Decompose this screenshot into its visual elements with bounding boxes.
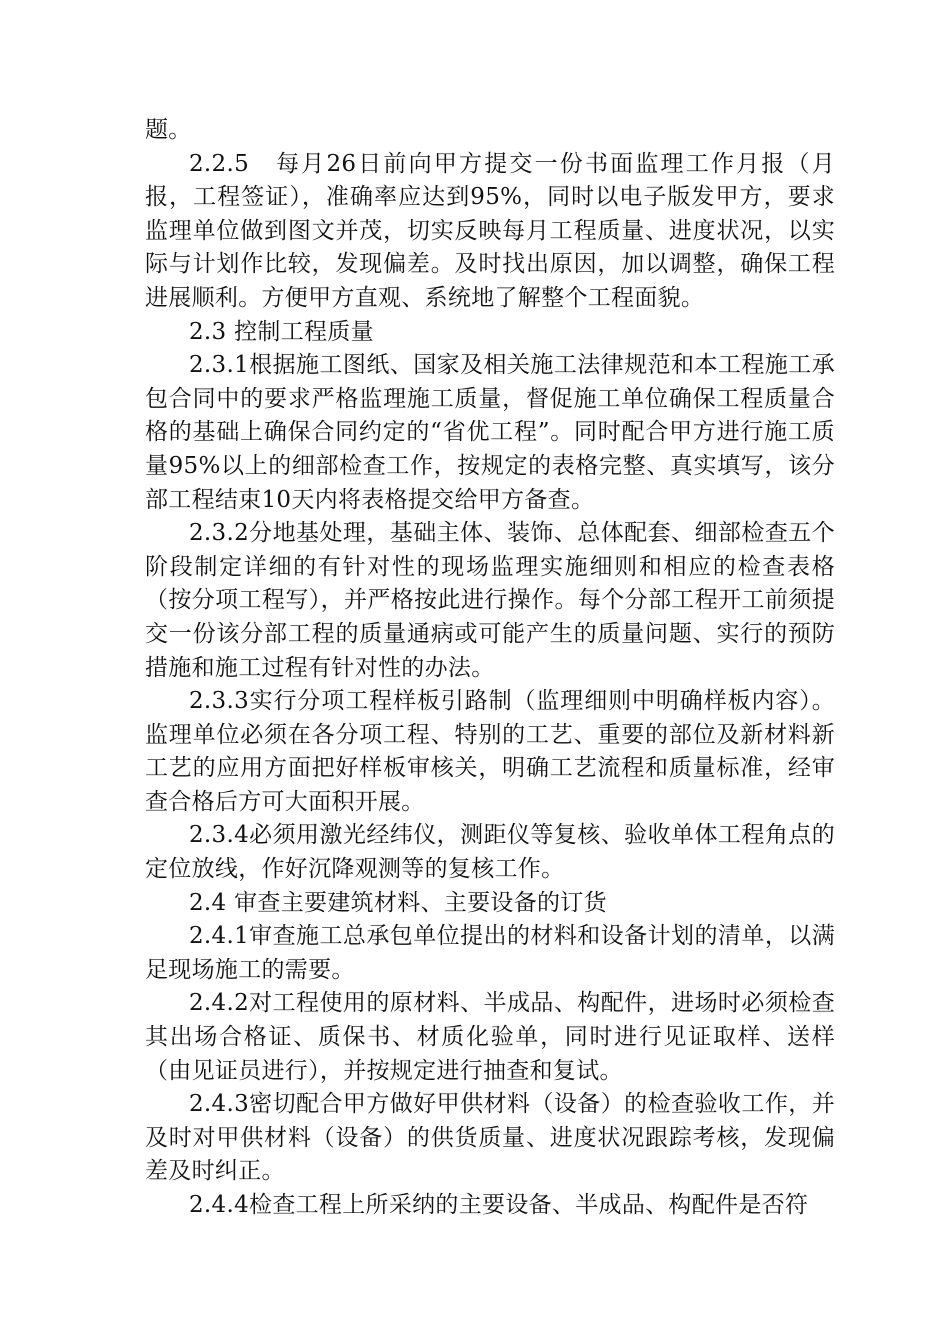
paragraph-2-3-4: 2.3.4必须用激光经纬仪，测距仪等复核、验收单体工程角点的定位放线，作好沉降观测等的复核工作。 — [145, 822, 835, 883]
paragraph-2-3-1: 2.3.1根据施工图纸、国家及相关施工法律规范和本工程施工承包合同中的要求严格监理施工质量，督促施工单位确保工程质量合格的基础上确保合同约定的“省优工程”。同时配合甲方进行施工质量95%以上的细部检查工作，按规定的表格完整、真实填写，该分部工程结束10天内将表格提交给甲方备查。 — [145, 352, 835, 513]
paragraph-2-2-5: 2.2.5 每月26日前向甲方提交一份书面监理工作月报（月报，工程签证），准确率应达到95%，同时以电子版发甲方，要求监理单位做到图文并茂，切实反映每月工程质量、进度状况，以实际与计划作比较，发现偏差。及时找出原因，加以调整，确保工程进展顺利。方便甲方直观、系统地了解整个工程面貌。 — [145, 150, 835, 311]
paragraph-2-4-2: 2.4.2对工程使用的原材料、半成品、构配件，进场时必须检查其出场合格证、质保书、材质化验单，同时进行见证取样、送样（由见证员进行），并按规定进行抽查和复试。 — [145, 990, 835, 1084]
paragraph-2-4-4: 2.4.4检查工程上所采纳的主要设备、半成品、构配件是否符 — [189, 1192, 809, 1218]
paragraph-2-3-3: 2.3.3实行分项工程样板引路制（监理细则中明确样板内容）。监理单位必须在各分项工程、特别的工艺、重要的部位及新材料新工艺的应用方面把好样板审核关，明确工艺流程和质量标准，经审查合格后方可大面积开展。 — [145, 688, 835, 815]
paragraph-2-4-3: 2.4.3密切配合甲方做好甲供材料（设备）的检查验收工作，并及时对甲供材料（设备）的供货质量、进度状况跟踪考核，发现偏差及时纠正。 — [145, 1091, 835, 1185]
heading-2-4: 2.4 审查主要建筑材料、主要设备的订货 — [189, 889, 607, 916]
heading-2-3: 2.3 控制工程质量 — [189, 318, 374, 345]
paragraph-continuation: 题。 — [145, 117, 192, 143]
paragraph-2-4-1: 2.4.1审查施工总承包单位提出的材料和设备计划的清单，以满足现场施工的需要。 — [145, 923, 835, 983]
paragraph-2-3-2: 2.3.2分地基处理，基础主体、装饰、总体配套、细部检查五个阶段制定详细的有针对性的现场监理实施细则和相应的检查表格（按分项工程写），并严格按此进行操作。每个分部工程开工前须提交一份该分部工程的质量通病或可能产生的质量问题、实行的预防措施和施工过程有针对性的办法。 — [145, 520, 835, 681]
document-body — [145, 114, 835, 1223]
